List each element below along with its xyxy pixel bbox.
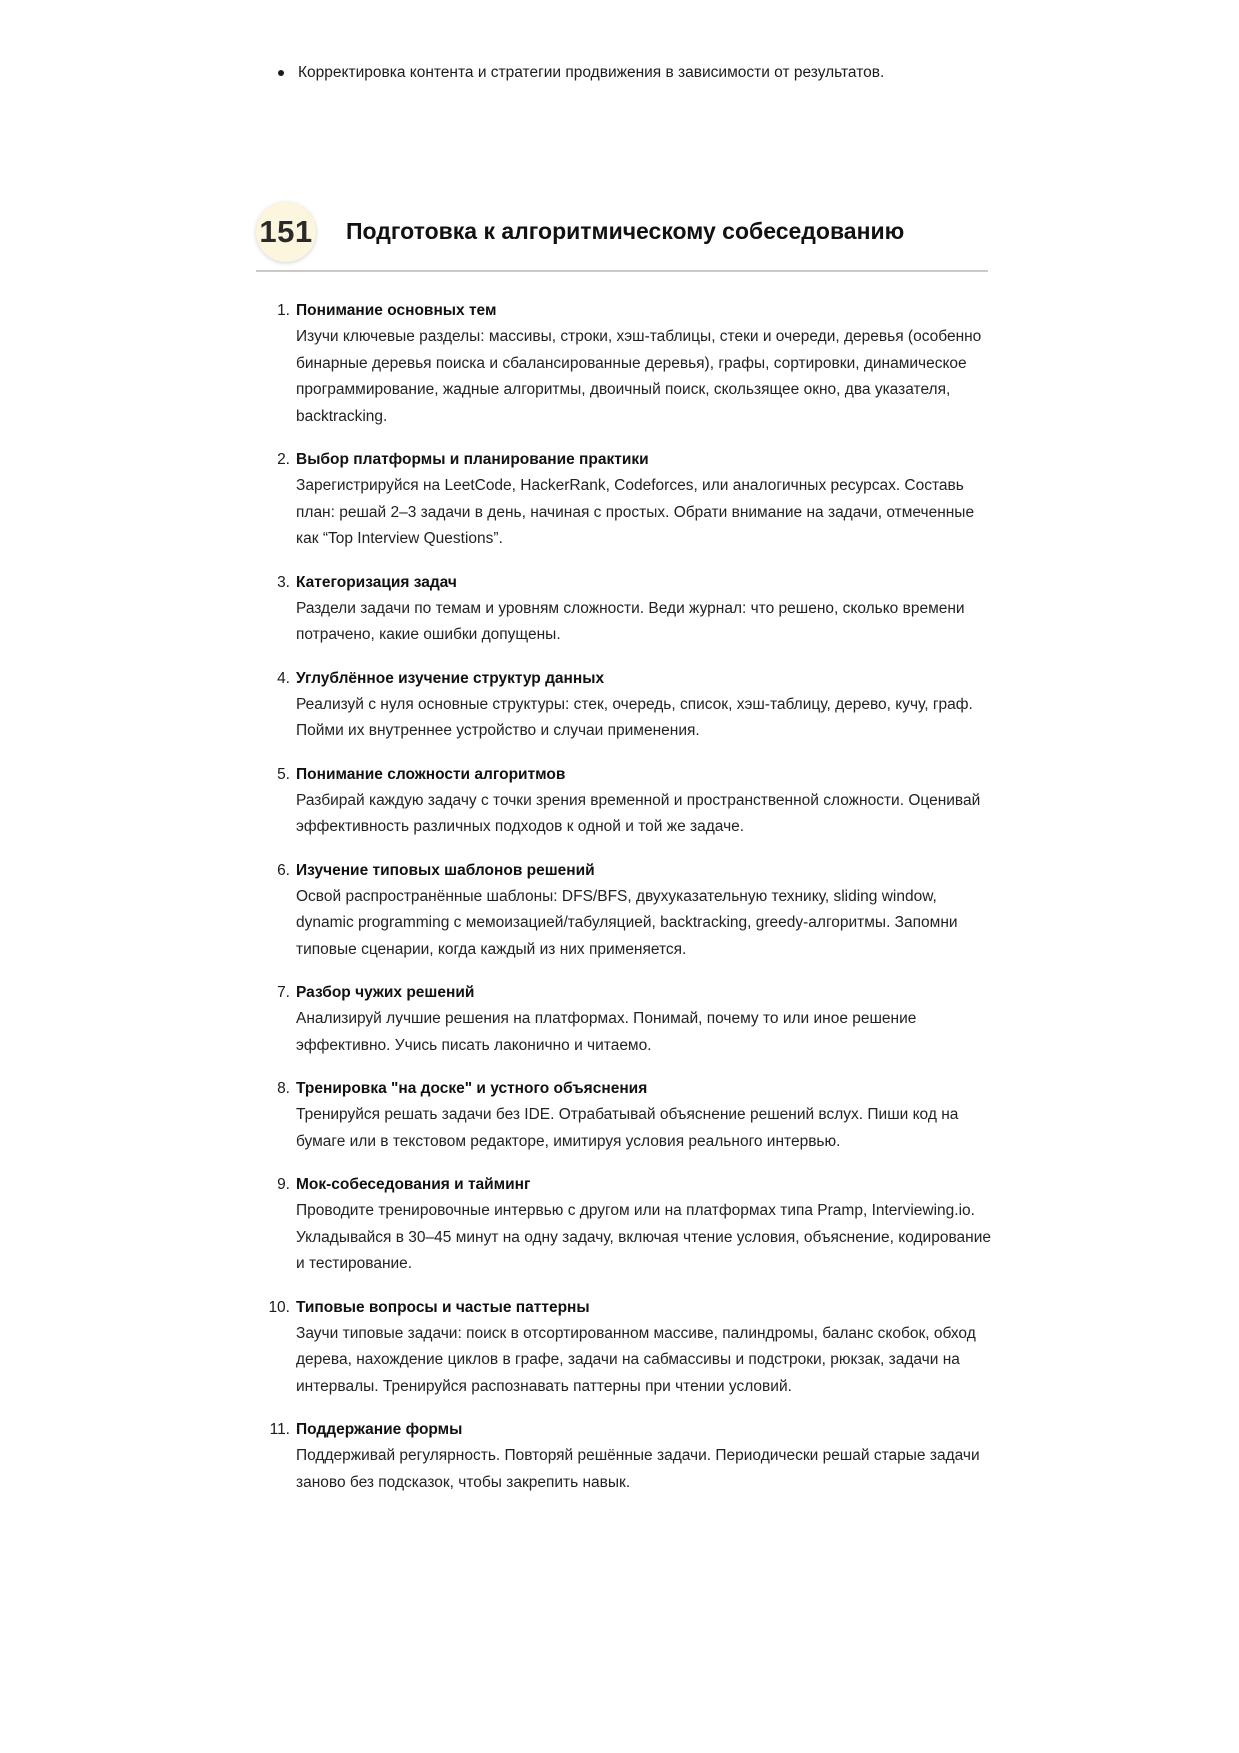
step-text: Зарегистрируйся на LeetCode, HackerRank, Codeforces, или аналогичных ресурсах. Составь план: решай 2–3 задачи в день, начиная с простых. Обрати внимание на задачи, отмеченные как “Top Interview Questions”. <box>296 477 975 547</box>
chapter-number-badge: 151 <box>256 202 316 262</box>
step-item <box>277 762 996 841</box>
step-text: Реализуй с нуля основные структуры: стек, очередь, список, хэш-таблицу, дерево, кучу, граф. Пойми их внутреннее устройство и случаи применения. <box>296 695 973 739</box>
section-title: Подготовка к алгоритмическому собеседованию <box>346 218 905 244</box>
previous-section-bullets <box>276 62 996 84</box>
step-item <box>277 1076 996 1155</box>
step-item <box>277 447 996 553</box>
step-item <box>277 1172 996 1278</box>
step-title: Поддержание формы <box>296 1421 463 1438</box>
step-item <box>277 570 996 649</box>
step-text: Разбирай каждую задачу с точки зрения временной и пространственной сложности. Оценивай эффективность различных подходов к одной и той же задаче. <box>296 791 981 835</box>
step-number: 10. <box>268 1298 290 1316</box>
step-number: 8. <box>277 1080 290 1097</box>
step-item <box>277 298 996 430</box>
step-title: Разбор чужих решений <box>296 984 475 1001</box>
step-title: Понимание основных тем <box>296 302 497 319</box>
step-text: Анализируй лучшие решения на платформах. Понимай, почему то или иное решение эффективно. Учись писать лаконично и читаемо. <box>296 1010 917 1054</box>
step-text: Изучи ключевые разделы: массивы, строки, хэш-таблицы, стеки и очереди, деревья (особенно бинарные деревья поиска и сбалансированные деревья), графы, сортировки, динамическое программирование, жадные алгоритмы, двоичный поиск, скользящее окно, два указателя, backtracking. <box>296 328 982 425</box>
bullet-item: Корректировка контента и стратегии продвижения в зависимости от результатов. <box>276 62 996 84</box>
step-item <box>268 1295 996 1401</box>
step-number: 4. <box>277 669 290 687</box>
step-title: Категоризация задач <box>296 573 457 591</box>
step-number: 11. <box>269 1421 290 1438</box>
step-text: Раздели задачи по темам и уровням сложности. Веди журнал: что решено, сколько времени потрачено, какие ошибки допущены. <box>296 599 965 643</box>
steps-list <box>268 298 996 1513</box>
section-header <box>256 202 988 272</box>
step-number: 7. <box>277 984 290 1001</box>
section-divider <box>256 270 988 272</box>
step-title: Тренировка "на доске" и устного объяснения <box>296 1080 648 1097</box>
step-text: Тренируйся решать задачи без IDE. Отрабатывай объяснение решений вслух. Пиши код на бумаге или в текстовом редакторе, имитируя условия реального интервью. <box>296 1106 959 1150</box>
step-number: 1. <box>277 302 290 319</box>
step-number: 6. <box>277 861 290 879</box>
step-item <box>277 666 996 745</box>
step-title: Типовые вопросы и частые паттерны <box>296 1298 590 1316</box>
step-number: 2. <box>277 451 290 468</box>
step-text: Проводите тренировочные интервью с другом или на платформах типа Pramp, Interviewing.io. Укладывайся в 30–45 минут на одну задачу, включая чтение условия, объяснение, кодирование и тестирование. <box>296 1202 991 1272</box>
step-number: 5. <box>277 765 290 783</box>
step-number: 9. <box>277 1176 290 1193</box>
step-title: Углублённое изучение структур данных <box>296 669 605 687</box>
step-text: Освой распространённые шаблоны: DFS/BFS, двухуказательную технику, sliding window, dynamic programming с мемоизацией/табуляцией, backtracking, greedy-алгоритмы. Запомни типовые сценарии, когда каждый из них применяется. <box>296 887 958 958</box>
step-title: Выбор платформы и планирование практики <box>296 451 649 468</box>
step-text: Заучи типовые задачи: поиск в отсортированном массиве, палиндромы, баланс скобок, обход дерева, нахождение циклов в графе, задачи на сабмассивы и подстроки, рюкзак, задачи на интервалы. Тренируйся распознавать паттерны при чтении условий. <box>296 1324 976 1395</box>
step-text: Поддерживай регулярность. Повторяй решённые задачи. Периодически решай старые задачи заново без подсказок, чтобы закрепить навык. <box>296 1447 980 1491</box>
step-title: Мок-собеседования и тайминг <box>296 1176 531 1193</box>
step-item <box>277 980 996 1059</box>
step-number: 3. <box>277 573 290 591</box>
step-title: Изучение типовых шаблонов решений <box>296 861 595 879</box>
step-item <box>277 858 996 964</box>
step-title: Понимание сложности алгоритмов <box>296 765 566 783</box>
step-item <box>269 1417 996 1496</box>
